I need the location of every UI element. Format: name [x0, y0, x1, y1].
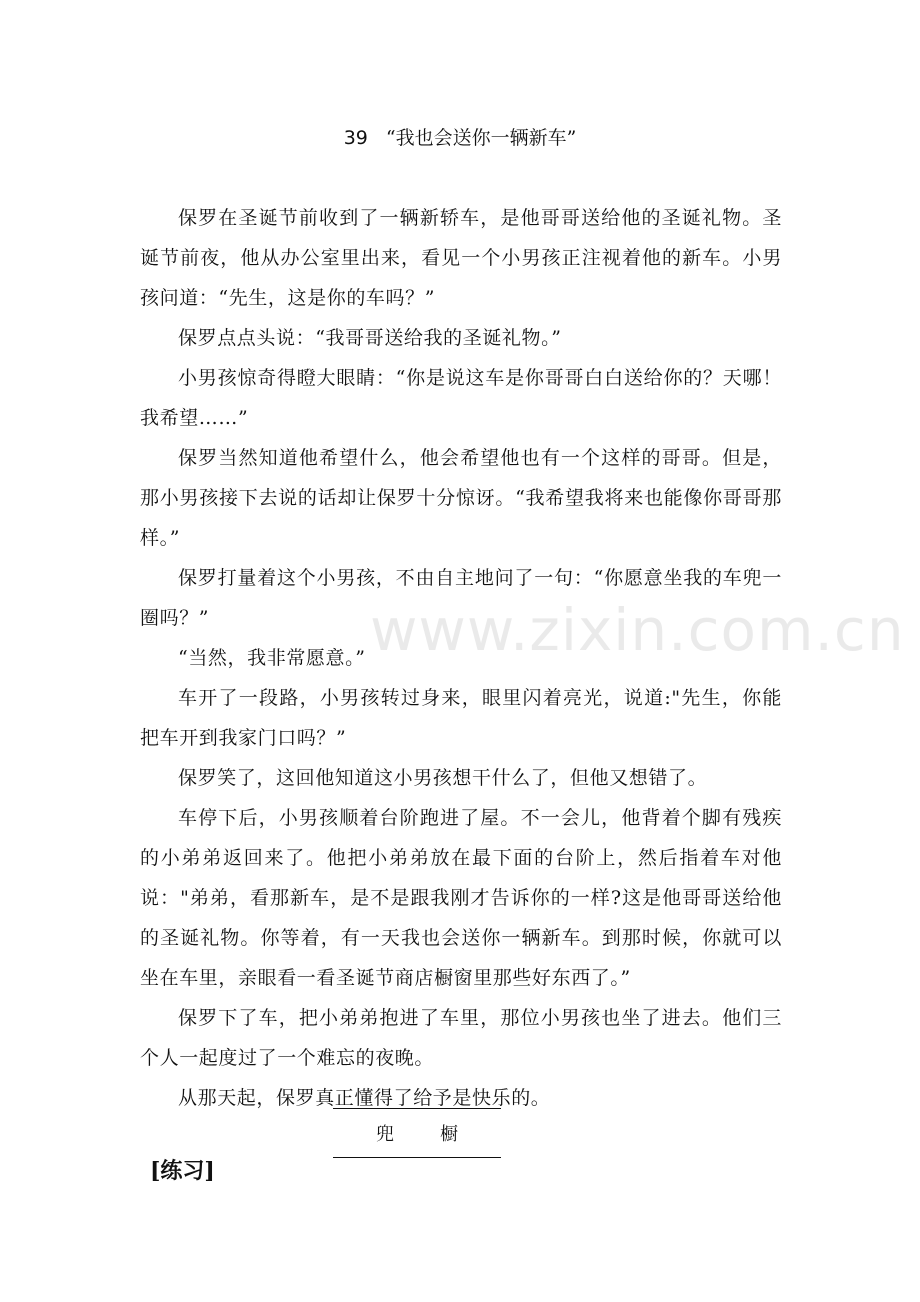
article-number: 39 [343, 127, 368, 149]
vocab-word-1: 兜 [376, 1124, 394, 1145]
watermark: www.zixin.com.cn [370, 596, 905, 664]
article-title [0, 124, 920, 152]
paragraph-11: 从那天起，保罗真正懂得了给予是快乐的。 [178, 1087, 551, 1109]
paragraph-4: 保罗当然知道他希望什么，他会希望他也有一个这样的哥哥。但是，那小男孩接下去说的话却让保罗十分惊讶。“我希望我将来也能像你哥哥那样。” [140, 447, 782, 549]
paragraph-5: 保罗打量着这个小男孩，不由自主地问了一句：“你愿意坐我的车兜一圈吗？” [140, 567, 782, 629]
paragraph-10: 保罗下了车，把小弟弟抱进了车里，那位小男孩也坐了进去。他们三个人一起度过了一个难忘的夜晚。 [140, 1007, 782, 1069]
paragraph-1: 保罗在圣诞节前收到了一辆新轿车，是他哥哥送给他的圣诞礼物。圣诞节前夜，他从办公室里出来，看见一个小男孩正注视着他的新车。小男孩问道：“先生，这是你的车吗？” [140, 207, 782, 309]
vocabulary-box [333, 1108, 501, 1158]
paragraph-9: 车停下后，小男孩顺着台阶跑进了屋。不一会儿，他背着个脚有残疾的小弟弟返回来了。他把小弟弟放在最下面的台阶上，然后指着车对他说："弟弟，看那新车，是不是跟我刚才告诉你的一样?这是他哥哥送给他的圣诞礼物。你等着，有一天我也会送你一辆新车。到那时候，你就可以坐在车里，亲眼看一看圣诞节商店橱窗里那些好东西了。” [140, 807, 782, 989]
paragraph-8: 保罗笑了，这回他知道这小男孩想干什么了，但他又想错了。 [178, 767, 708, 789]
exercise-heading: [练习] [150, 1158, 215, 1184]
paragraph-3: 小男孩惊奇得瞪大眼睛：“你是说这车是你哥哥白白送给你的？天哪！我希望……” [140, 367, 782, 429]
paragraph-6: “当然，我非常愿意。” [178, 647, 366, 669]
paragraph-7: 车开了一段路，小男孩转过身来，眼里闪着亮光，说道:"先生，你能把车开到我家门口吗？” [140, 687, 782, 749]
paragraph-2: 保罗点点头说：“我哥哥送给我的圣诞礼物。” [178, 327, 562, 349]
article-body [140, 198, 782, 1118]
article-title-text: “我也会送你一辆新车” [385, 127, 577, 149]
vocab-word-2: 橱 [440, 1124, 458, 1145]
